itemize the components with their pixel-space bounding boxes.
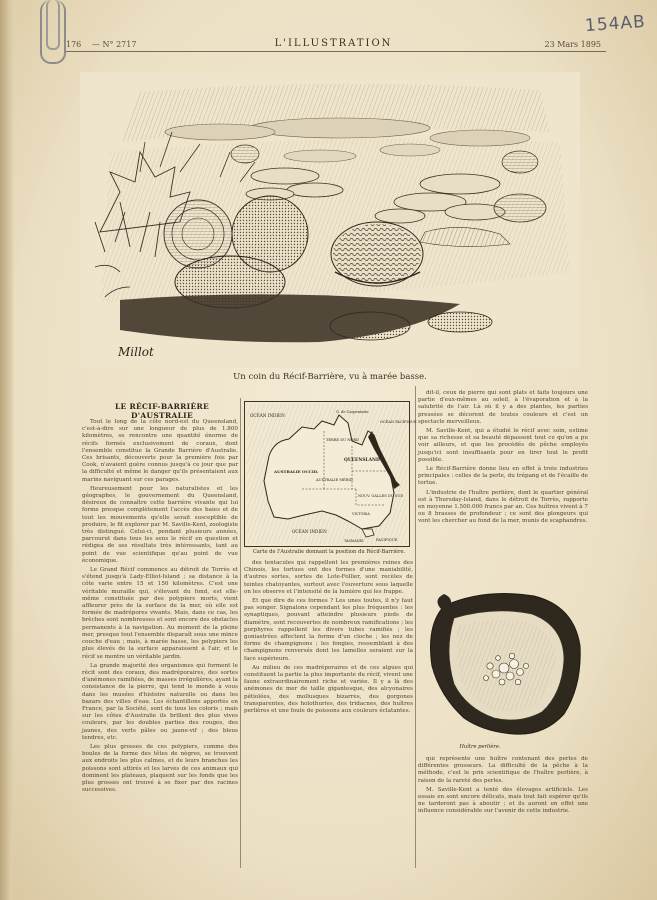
map-label-victoria: VICTORIA [352,512,370,516]
brain-coral [331,222,423,286]
article-column-3-continued [418,756,588,866]
header-page-number: 176 [66,40,82,49]
map-caption: Carte de l'Australie donnant la position du Récif-Barrière. [252,549,406,555]
article-column-1 [82,419,238,884]
header-issue-number: — N° 2717 [92,40,137,49]
flat-coral-far [250,118,430,138]
paragraph: M. Saville-Kent a tenté des élevages artificiels. Les essais en sont encore délicats, mais tout fait espérer qu'ils ne tarderont pas à aboutir ; et ils auront en effet une influence considérable sur l'avenir de cette industrie. [418,786,588,815]
column-divider-2 [415,386,416,868]
page-header [66,38,601,50]
map-label-ocean-indien: OCÉAN INDIEN [250,413,285,418]
engraver-signature: Millot [118,345,154,359]
page-binding-edge [0,0,14,900]
australia-map [244,401,417,547]
paragraph: Les plus grosses de ces polypiers, comme des boules de la forme des têtes de nègres, se trouvent aux endroits les plus calmes, et de leurs branches les poissons sont attirés et les larves de ces animaux qui dominent les plateaux, plaquent sur les fonds que les plus grosses ont trouvé à se fixer par des racines successives. [82,743,238,794]
article-column-3 [418,390,588,580]
header-journal-title: L'ILLUSTRATION [274,38,393,49]
foreground-coral [330,312,410,340]
column-divider-1 [240,398,241,868]
map-label-australie-occ: AUSTRALIE OCCID. [274,469,319,474]
paragraph: Et que dire de ces formes ? Les unes toutes, il n'y faut pas songer. Signalons cependant les plus fréquentes : les synaptiques, pouvant atteindre plusieurs pieds de diamètre, sont recouvertes de nombreux ramifications ; les porphyres rappellent les divers tubes ramifiés ; les goniastrées affectent la forme d'un cloche ; les nez de forme de champignons ; les fongies, ressemblant à des champignons renversés dont les lamelles seraient sur la face supérieure. [244,598,413,662]
rock-right [502,151,538,173]
map-label-tasmanie: TASMANIE [344,539,364,543]
oyster-hinge [437,594,451,610]
paragraph: des tentacules qui rappellent les premières reines des Chinois, les tortues ont des formes d'une maniabilité, d'autres sortes, sortes de Lote-Follier, sont recèles de teintes chatoyantes, surtout avec l'ouverture sous laquelle on les observe et l'intensité de la lumière qui les frappe. [244,560,413,595]
oyster-caption: Huître perlière. [459,744,501,750]
header-date: 23 Mars 1895 [544,40,601,49]
paragraph: Tout le long de la côte nord-est du Queensland, c'est-à-dire sur une longueur de plus de 1.800 kilomètres, se rencontre une quantité énorme de récifs formés exclusivement de coraux, dont l'ensemble constitue la Grande Barrière d'Australie. Ces brisants, découverts pour la première fois par Cook, n'avaient guère connus jusqu'à ce jour que par la difficulté et même le danger qu'ils présentaient aux marins naviguant sur ces parages. [82,419,238,483]
article-title: LE RÉCIF-BARRIÈRE D'AUSTRALIE [114,402,210,420]
paragraph: La grande majorité des organismes qui forment le récit sont des coraux, des madréporaires, des sortes d'anémones ramifiées, de masses irrégulières, ayant la consistance de la pierre, qui tend le monde à vous dans les musées d'histoire naturelle ou dans les bazars des villes d'eau. Les échantillons apportés en France, par la Société, sont de tous les coloris ; mais sur les côtes d'Australie ils brillent des plus vives couleurs, par les doubles parties des rouges, des jaunes, des verts pâles ou jaune-vif ; des bleus tendres, etc. [82,662,239,741]
coral-reef-engraving [80,72,580,368]
header-rule [66,51,606,52]
flat-coral-mid [284,150,356,162]
handwritten-catalog-number: 154AB [584,11,647,37]
map-label-pacifique: PACIFIQUE [376,538,398,542]
paragraph: Le Récif-Barrière donne lieu en effet à trois industries principales : celles de la perle, du trépang et de l'écaille de tortue. [418,466,588,487]
paragraph: Heureusement pour les naturalistes et les géographes, le gouvernement du Queensland, désireux de connaître cette barrière vivante qui lui forme presque complètement l'accès des baies et de tout les mouvements qu'elle serait susceptible de produire, le fit explorer par M. Saville-Kent, zoologiste très distingué. Celui-ci, pendant plusieurs années, parcourut dans tous les sens le récif en question et rédigea de ses résultats très intéressants, tant au point de vue scientifique qu'au point de vue économique. [82,485,238,564]
map-label-golfe: G. de Carpentarie [336,410,369,414]
flat-coral-far-right [430,130,530,146]
foreground-coral-2 [428,312,492,332]
paper-clip-inner-icon [46,0,60,50]
map-label-ocean-indien-bottom: OCÉAN INDIEN [292,529,327,534]
map-label-queensland: QUEENSLAND [344,458,380,463]
paragraph: L'industrie de l'huître perlière, dont le quartier général est à Thursday-Island, dans le détroit de Torrès, rapporte en moyenne 1.500.000 francs par an. Ces huîtres vivent à 7 ou 8 brasses de profondeur ; ce sont des plongeurs qui vont les chercher au fond de la mer, munis de scaphandres. [418,489,588,525]
map-label-terre-nord: TERRE DU NORD [326,438,359,442]
map-label-nlle-galles: NOUV. GALLES DU SUD [358,494,404,498]
rock-small [231,145,259,163]
flat-coral-mid-2 [380,144,440,156]
engraving-caption: Un coin du Récif-Barrière, vu à marée basse. [233,372,427,382]
paragraph: Le Grand Récif commence au détroit de Torrès et s'étend jusqu'à Lady-Elliot-Island ; sa distance à la côte varie entre 15 et 150 kilomètres. C'est une véritable muraille qui, s'élevant du fond, est elle-même constituée par des polypiers morts, vient affleurer près de la surface de la mer, où elle est formée de madrépores vivants. Mais, dans ce cas, les brèches sont nombreuses et sont encore des obstacles permanents à la navigation. Au moment de la pleine mer, presque tout l'ensemble disparaît sous une mince couche d'eau ; mais, à marée basse, les polypiers les plus élevés de la surface apparaissent à l'air, et le récif se montre un véritable jardin. [82,567,238,660]
map-label-australie-merid: AUSTRALIE MÉRID. [316,478,354,482]
paragraph: qui représente une huître contenant des perles de différentes grosseurs. La difficulté de la pêche à la méthode, c'est le prix scientifique de l'huître perlière, à raison de la rareté des perles. [418,756,588,784]
map-label-ocean-pacifique: OCÉAN PACIFIQUE [380,420,417,424]
flat-coral-far-left [165,124,275,140]
paragraph: dit-il, ceux de pierre qui sont plats et faits toujours une partie d'eux-mêmes au soleil, à l'évaporation et à la salubrité de l'air. Là où il y a des plantes, les parties pressées se décorent de toutes couleurs et c'est un spectacle merveilleux. [418,390,588,425]
article-column-2 [244,560,413,872]
paragraph: M. Saville-Kent, qui a étudié le récif avec soin, estime que sa richesse et sa beauté dépassent tout ce qu'on a pu voir ailleurs, et que les procédés de pêche employés jusqu'ici sont insuffisants pour en tirer tout le profit possible. [418,428,588,463]
paragraph: Au milieu de ces madréporaires et de ces algues qui constituent la partie la plus importante du récif, vivent une faune extraordinairement riche et variée. Il y a là des anémones de mer de taille gigantesque, des alcyonaires pétiolées, des mollusques bizarres, des gorgones transparentes, des holothuries, des tridacnes, des huîtres perlières et une foule de poissons aux couleurs éclatantes. [244,664,413,715]
pearl-oyster-engraving [424,586,584,738]
